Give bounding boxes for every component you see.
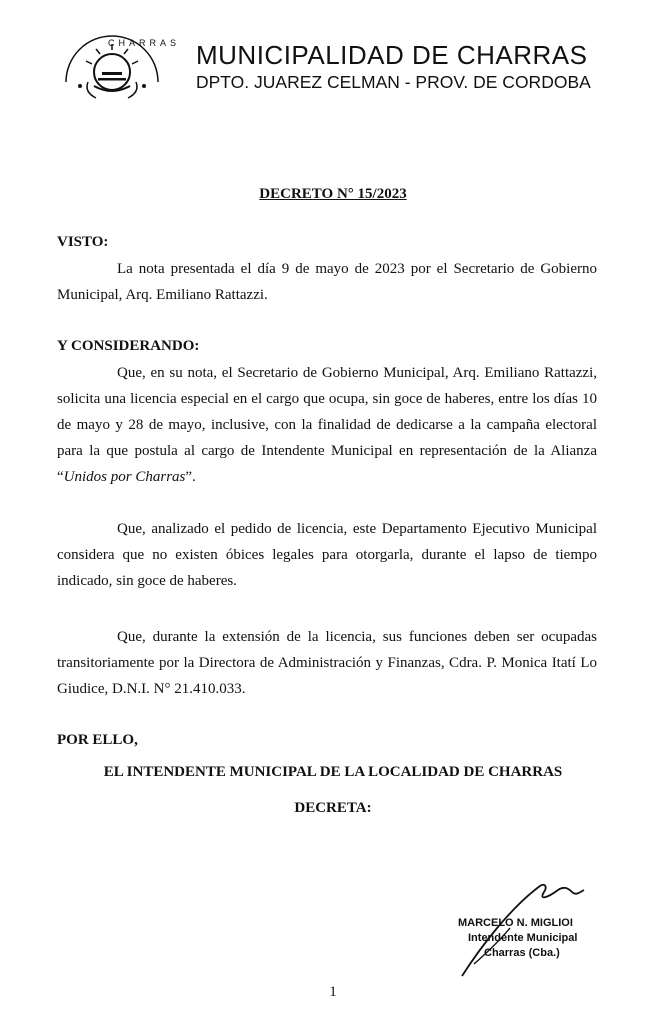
signer-name: MARCELO N. MIGLIOI [458, 917, 573, 929]
visto-heading: VISTO: [57, 234, 109, 250]
considerando-1-closing: ”. [185, 469, 196, 485]
signer-title: Intendente Municipal [468, 932, 578, 944]
signature-stamp [458, 916, 577, 961]
authority-line: EL INTENDENTE MUNICIPAL DE LA LOCALIDAD DE CHARRAS [103, 764, 563, 780]
considerando-3-text: Que, durante la extensión de la licencia, sus funciones deben ser ocupadas transitoriamente por la Directora de Administración y Finanzas, Cdra. P. Monica Itatí Lo Giudice, D.N.I. N° 21.410.033. [57, 629, 597, 697]
seal-lettering: CHARRAS [108, 38, 181, 48]
municipal-seal-logo [58, 20, 181, 108]
decree-title: DECRETO N° 15/2023 [259, 186, 407, 202]
department-province: DPTO. JUAREZ CELMAN - PROV. DE CORDOBA [196, 72, 591, 92]
considerando-heading: Y CONSIDERANDO: [57, 338, 200, 354]
signer-location: Charras (Cba.) [484, 947, 560, 959]
seal-emblem-icon [58, 20, 166, 108]
considerando-paragraph-1 [57, 360, 597, 490]
decreta-heading: DECRETA: [294, 800, 372, 816]
considerando-2-text: Que, analizado el pedido de licencia, este Departamento Ejecutivo Municipal considera que no existen óbices legales para otorgarla, durante el lapso de tiempo indicado, sin goce de haberes. [57, 521, 597, 589]
municipality-name: MUNICIPALIDAD DE CHARRAS [196, 40, 588, 70]
por-ello-heading: POR ELLO, [57, 732, 138, 748]
page-number: 1 [329, 984, 337, 1000]
visto-text: La nota presentada el día 9 de mayo de 2023 por el Secretario de Gobierno Municipal, Arq. Emiliano Rattazzi. [57, 261, 597, 303]
considerando-1-text: Que, en su nota, el Secretario de Gobierno Municipal, Arq. Emiliano Rattazzi, solicita una licencia especial en el cargo que ocupa, sin goce de haberes, entre los días 10 de mayo y 28 de mayo, inclusive, con la finalidad de dedicarse a la campaña electoral para la que postula al cargo de Intendente Municipal en representación de la Alianza “ [57, 365, 597, 485]
considerando-paragraph-3 [57, 624, 597, 702]
alliance-name: Unidos por Charras [63, 469, 186, 485]
visto-paragraph [57, 256, 597, 308]
considerando-paragraph-2 [57, 516, 597, 594]
